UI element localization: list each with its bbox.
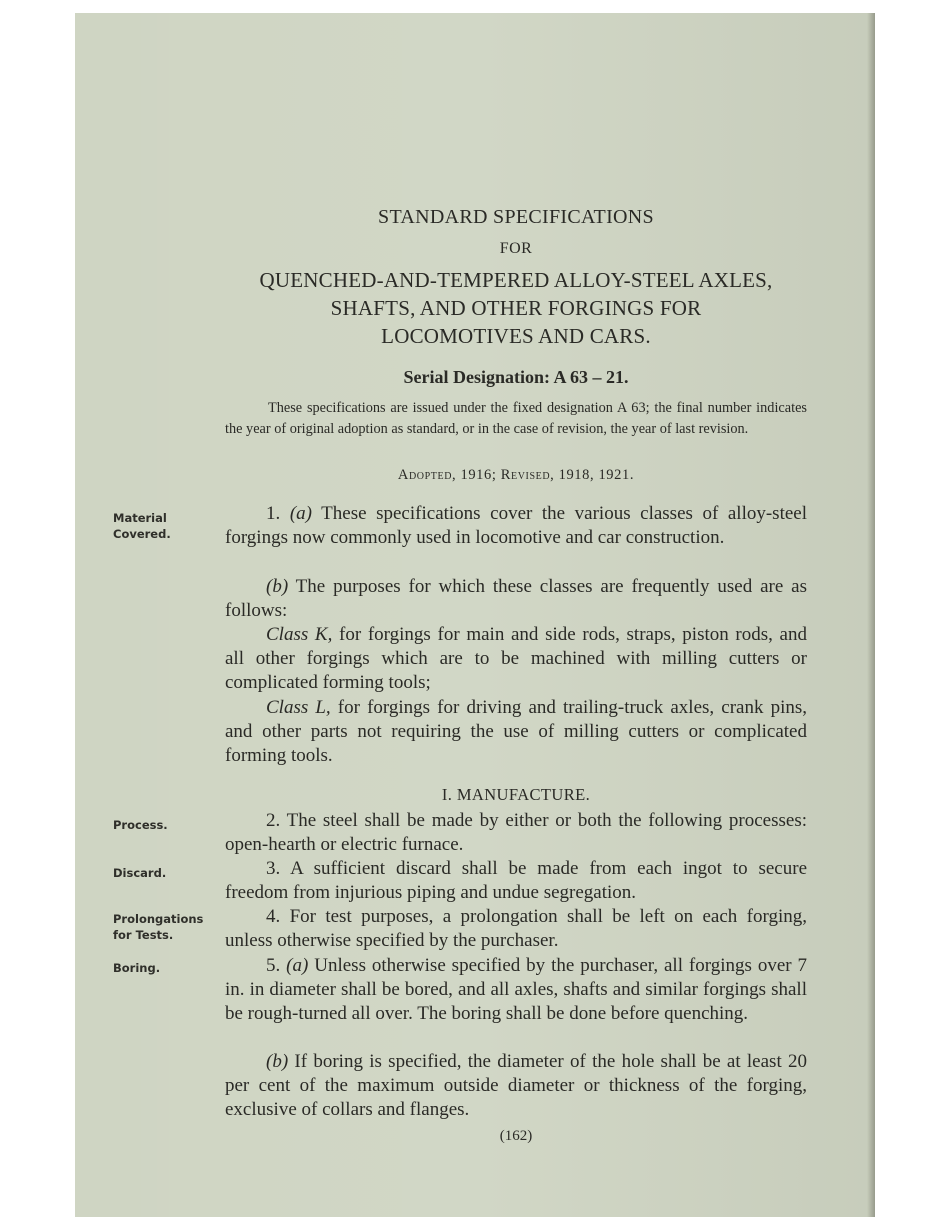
margin-note-boring <box>113 960 160 976</box>
section-heading-manufacture: I. MANUFACTURE. <box>441 785 591 804</box>
paragraph-text: The purposes for which these classes are frequently used are as follows: <box>225 576 807 622</box>
paragraph-class-k <box>225 623 807 696</box>
page-number: (162) <box>499 1128 533 1144</box>
margin-note-text: Boring. <box>113 961 161 975</box>
serial-designation: Serial Designation: A 63 – 21. <box>403 367 629 387</box>
paragraph-2: 2. The steel shall be made by either or both the following processes: open-hearth or electric furnace. <box>225 810 807 856</box>
issuance-note: These specifications are issued under the fixed designation A 63; the final number indicates the year of original adoption as standard, or in the case of revision, the year of last revision. <box>225 400 807 437</box>
margin-note-text: Material Covered. <box>113 511 171 541</box>
subtitle-line-3: LOCOMOTIVES AND CARS. <box>381 324 651 348</box>
class-label: Class L, <box>266 697 331 718</box>
clause-mark: (b) <box>266 576 289 597</box>
clause-mark: (b) <box>266 1051 289 1072</box>
title-for: FOR <box>499 240 533 257</box>
paragraph-number: 5. <box>266 955 287 976</box>
margin-note-prolongations <box>113 911 203 943</box>
paragraph-5a <box>225 954 807 1027</box>
subtitle-line-2: SHAFTS, AND OTHER FORGINGS FOR <box>330 296 702 320</box>
margin-note-material-covered <box>113 510 171 542</box>
paragraph-text: for forgings for driving and trailing-truck axles, crank pins, and other parts not requiring the use of milling cutters or complicated forming tools. <box>225 697 807 767</box>
paragraph-number: 1. <box>266 503 290 524</box>
margin-note-text: Discard. <box>113 866 167 880</box>
margin-note-process <box>113 817 168 833</box>
margin-note-discard <box>113 865 166 881</box>
margin-note-text: Prolongations for Tests. <box>113 912 204 942</box>
paragraph-5b <box>225 1050 807 1123</box>
paragraph-text: for forgings for main and side rods, straps, piston rods, and all other forgings which are to be machined with milling cutters or complicated forming tools; <box>225 624 807 694</box>
subtitle-line-1: QUENCHED-AND-TEMPERED ALLOY-STEEL AXLES, <box>259 268 773 292</box>
clause-mark: (a) <box>286 955 309 976</box>
adoption-dates: Adopted, 1916; Revised, 1918, 1921. <box>397 467 635 483</box>
class-label: Class K, <box>266 624 333 645</box>
paragraph-3: 3. A sufficient discard shall be made from each ingot to secure freedom from injurious piping and undue segregation. <box>225 858 807 904</box>
paragraph-1b <box>225 575 807 623</box>
paragraph-text: These specifications cover the various classes of alloy-steel forgings now commonly used in locomotive and car construction. <box>225 503 807 549</box>
paragraph-text: Unless otherwise specified by the purchaser, all forgings over 7 in. in diameter shall be bored, and all axles, shafts and similar forgings shall be rough-turned all over. The boring shall be done before quenching. <box>225 955 807 1025</box>
document-title: STANDARD SPECIFICATIONS <box>378 206 654 228</box>
paragraph-text: If boring is specified, the diameter of the hole shall be at least 20 per cent of the maximum outside diameter or thickness of the forging, exclusive of collars and flanges. <box>225 1051 807 1121</box>
margin-note-text: Process. <box>113 818 168 832</box>
clause-mark: (a) <box>289 503 312 524</box>
paragraph-1a <box>225 502 807 550</box>
paragraph-4: 4. For test purposes, a prolongation shall be left on each forging, unless otherwise specified by the purchaser. <box>225 906 807 952</box>
paragraph-class-l <box>225 696 807 769</box>
